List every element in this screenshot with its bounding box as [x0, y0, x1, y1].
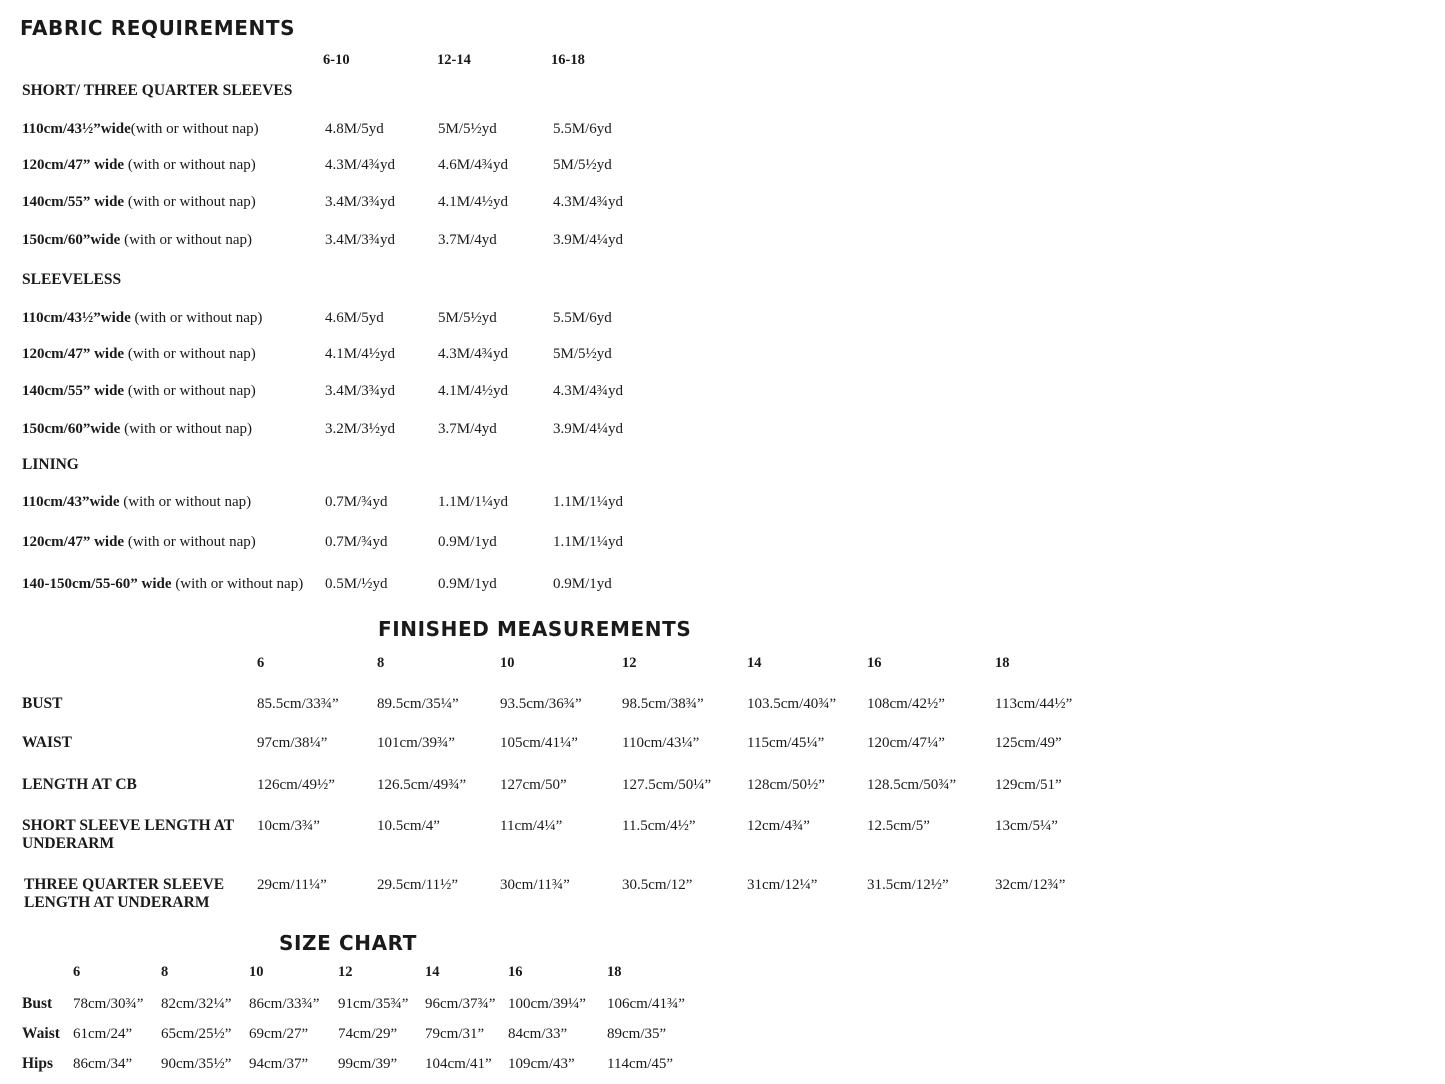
measurement-value: 93.5cm/36¾”: [500, 696, 582, 712]
fabric-size-header: 12-14: [437, 52, 471, 68]
measurement-value: 89.5cm/35¼”: [377, 696, 459, 712]
fabric-value: 5M/5½yd: [438, 310, 497, 326]
size-chart-value: 69cm/27”: [249, 1026, 309, 1042]
size-chart-value: 106cm/41¾”: [607, 996, 685, 1012]
measurement-value: 13cm/5¼”: [995, 818, 1058, 834]
measurement-value: 115cm/45¼”: [747, 735, 825, 751]
size-chart-title: SIZE CHART: [279, 931, 418, 955]
fabric-width-label: 150cm/60”wide (with or without nap): [22, 232, 252, 248]
measurement-value: 97cm/38¼”: [257, 735, 328, 751]
finished-measurements-title: FINISHED MEASUREMENTS: [378, 617, 692, 641]
fabric-value: 4.6M/4¾yd: [438, 157, 509, 173]
measurement-value: 105cm/41¼”: [500, 735, 578, 751]
measurement-value: 110cm/43¼”: [622, 735, 700, 751]
measurement-value: 10cm/3¾”: [257, 818, 320, 834]
size-chart-value: 100cm/39¼”: [508, 996, 586, 1012]
fabric-value: 5M/5½yd: [553, 157, 612, 173]
fabric-value: 4.3M/4¾yd: [553, 194, 624, 210]
finished-size-header: 14: [747, 655, 762, 671]
measurement-label: SHORT SLEEVE LENGTH AT UNDERARM: [22, 817, 234, 852]
measurement-value: 127cm/50”: [500, 777, 567, 793]
size-chart-header: 18: [607, 964, 622, 980]
size-chart-header: 10: [249, 964, 264, 980]
measurement-value: 108cm/42½”: [867, 696, 945, 712]
size-chart-value: 109cm/43”: [508, 1056, 575, 1072]
fabric-requirements-title: FABRIC REQUIREMENTS: [20, 16, 296, 40]
fabric-value: 3.4M/3¾yd: [325, 194, 396, 210]
fabric-width-label: 120cm/47” wide (with or without nap): [22, 346, 256, 362]
measurement-value: 103.5cm/40¾”: [747, 696, 837, 712]
fabric-value: 0.7M/¾yd: [325, 534, 388, 550]
measurement-value: 120cm/47¼”: [867, 735, 945, 751]
size-chart-header: 14: [425, 964, 440, 980]
measurement-value: 31cm/12¼”: [747, 877, 818, 893]
fabric-width-label: 110cm/43½”wide(with or without nap): [22, 121, 259, 137]
fabric-value: 4.3M/4¾yd: [325, 157, 396, 173]
measurement-value: 126cm/49½”: [257, 777, 335, 793]
fabric-value: 0.5M/½yd: [325, 576, 388, 592]
measurement-label: THREE QUARTER SLEEVE LENGTH AT UNDERARM: [24, 876, 225, 911]
fabric-value: 3.7M/4yd: [438, 421, 497, 437]
measurement-value: 29cm/11¼”: [257, 877, 327, 893]
fabric-size-header: 16-18: [551, 52, 585, 68]
size-chart-value: 94cm/37”: [249, 1056, 309, 1072]
fabric-section-title: SLEEVELESS: [22, 271, 122, 288]
fabric-value: 0.7M/¾yd: [325, 494, 388, 510]
fabric-value: 3.9M/4¼yd: [553, 232, 624, 248]
fabric-value: 4.6M/5yd: [325, 310, 384, 326]
measurement-label: LENGTH AT CB: [22, 776, 137, 793]
measurement-value: 129cm/51”: [995, 777, 1062, 793]
fabric-value: 4.1M/4½yd: [438, 383, 509, 399]
measurement-value: 10.5cm/4”: [377, 818, 440, 834]
fabric-value: 3.2M/3½yd: [325, 421, 396, 437]
size-chart-label: Hips: [22, 1055, 54, 1072]
finished-size-header: 6: [257, 655, 265, 671]
size-chart-label: Bust: [22, 995, 53, 1012]
measurement-value: 32cm/12¾”: [995, 877, 1066, 893]
finished-size-header: 12: [622, 655, 637, 671]
measurement-value: 30.5cm/12”: [622, 877, 693, 893]
fabric-value: 0.9M/1yd: [438, 534, 497, 550]
measurement-value: 11.5cm/4½”: [622, 818, 696, 834]
size-chart-value: 90cm/35½”: [161, 1056, 232, 1072]
measurement-value: 128cm/50½”: [747, 777, 825, 793]
size-chart-header: 16: [508, 964, 523, 980]
fabric-width-label: 140cm/55” wide (with or without nap): [22, 383, 256, 399]
size-chart-header: 8: [161, 964, 169, 980]
fabric-value: 5M/5½yd: [553, 346, 612, 362]
measurement-value: 29.5cm/11½”: [377, 877, 459, 893]
size-chart-value: 82cm/32¼”: [161, 996, 232, 1012]
measurement-label: WAIST: [22, 734, 72, 751]
fabric-value: 5.5M/6yd: [553, 310, 612, 326]
measurement-label: BUST: [22, 695, 63, 712]
fabric-value: 3.9M/4¼yd: [553, 421, 624, 437]
size-chart-value: 86cm/33¾”: [249, 996, 320, 1012]
fabric-value: 0.9M/1yd: [553, 576, 612, 592]
fabric-size-header: 6-10: [323, 52, 350, 68]
fabric-value: 4.8M/5yd: [325, 121, 384, 137]
finished-size-header: 18: [995, 655, 1010, 671]
fabric-value: 0.9M/1yd: [438, 576, 497, 592]
size-chart-value: 104cm/41”: [425, 1056, 492, 1072]
fabric-value: 4.1M/4½yd: [325, 346, 396, 362]
measurement-value: 85.5cm/33¾”: [257, 696, 339, 712]
measurement-value: 98.5cm/38¾”: [622, 696, 704, 712]
size-chart-value: 114cm/45”: [607, 1056, 674, 1072]
fabric-width-label: 150cm/60”wide (with or without nap): [22, 421, 252, 437]
size-chart-value: 79cm/31”: [425, 1026, 485, 1042]
fabric-width-label: 140-150cm/55-60” wide (with or without nap): [22, 576, 304, 592]
fabric-width-label: 110cm/43”wide (with or without nap): [22, 494, 252, 510]
size-chart-value: 86cm/34”: [73, 1056, 133, 1072]
size-chart-value: 84cm/33”: [508, 1026, 568, 1042]
size-chart-label: Waist: [22, 1025, 60, 1042]
size-chart-value: 74cm/29”: [338, 1026, 398, 1042]
measurement-value: 113cm/44½”: [995, 696, 1073, 712]
measurement-value: 12.5cm/5”: [867, 818, 930, 834]
measurement-value: 12cm/4¾”: [747, 818, 810, 834]
finished-size-header: 16: [867, 655, 882, 671]
fabric-value: 1.1M/1¼yd: [553, 534, 624, 550]
finished-size-header: 10: [500, 655, 515, 671]
fabric-value: 3.4M/3¾yd: [325, 232, 396, 248]
size-chart-value: 91cm/35¾”: [338, 996, 409, 1012]
fabric-value: 3.4M/3¾yd: [325, 383, 396, 399]
fabric-width-label: 140cm/55” wide (with or without nap): [22, 194, 256, 210]
fabric-value: 3.7M/4yd: [438, 232, 497, 248]
measurement-value: 128.5cm/50¾”: [867, 777, 957, 793]
measurement-value: 126.5cm/49¾”: [377, 777, 467, 793]
fabric-width-label: 120cm/47” wide (with or without nap): [22, 534, 256, 550]
fabric-value: 5M/5½yd: [438, 121, 497, 137]
size-chart-value: 78cm/30¾”: [73, 996, 144, 1012]
fabric-value: 1.1M/1¼yd: [438, 494, 509, 510]
size-chart-value: 96cm/37¾”: [425, 996, 496, 1012]
measurement-value: 101cm/39¾”: [377, 735, 455, 751]
fabric-width-label: 120cm/47” wide (with or without nap): [22, 157, 256, 173]
fabric-value: 5.5M/6yd: [553, 121, 612, 137]
fabric-value: 1.1M/1¼yd: [553, 494, 624, 510]
finished-size-header: 8: [377, 655, 385, 671]
fabric-value: 4.1M/4½yd: [438, 194, 509, 210]
measurement-value: 127.5cm/50¼”: [622, 777, 712, 793]
fabric-value: 4.3M/4¾yd: [438, 346, 509, 362]
fabric-value: 4.3M/4¾yd: [553, 383, 624, 399]
size-chart-header: 12: [338, 964, 353, 980]
fabric-section-title: LINING: [22, 456, 79, 473]
measurement-value: 30cm/11¾”: [500, 877, 570, 893]
fabric-width-label: 110cm/43½”wide (with or without nap): [22, 310, 263, 326]
measurement-value: 31.5cm/12½”: [867, 877, 949, 893]
measurement-value: 125cm/49”: [995, 735, 1062, 751]
size-chart-value: 65cm/25½”: [161, 1026, 232, 1042]
size-chart-value: 61cm/24”: [73, 1026, 133, 1042]
measurement-value: 11cm/4¼”: [500, 818, 563, 834]
size-chart-header: 6: [73, 964, 81, 980]
fabric-section-title: SHORT/ THREE QUARTER SLEEVES: [22, 82, 293, 99]
size-chart-value: 89cm/35”: [607, 1026, 667, 1042]
size-chart-value: 99cm/39”: [338, 1056, 398, 1072]
